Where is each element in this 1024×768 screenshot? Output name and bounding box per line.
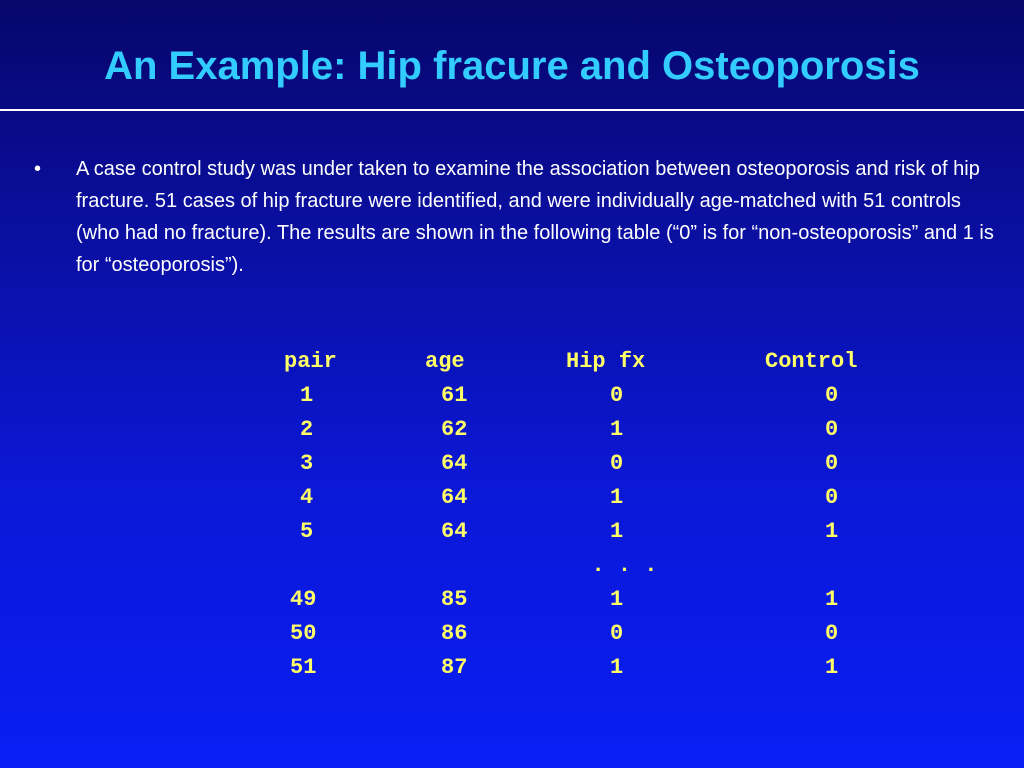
bullet-dot-icon: • <box>34 158 42 180</box>
table-header-row <box>284 345 965 379</box>
cell-pair: 51 <box>290 655 317 680</box>
slide-title: An Example: Hip fracure and Osteoporosis <box>104 44 920 88</box>
cell-age: 86 <box>441 621 468 646</box>
cell-age: 64 <box>441 485 468 510</box>
cell-pair: 1 <box>300 383 314 408</box>
cell-age: 64 <box>441 451 468 476</box>
table-row <box>284 413 965 447</box>
cell-control: 0 <box>825 621 839 646</box>
cell-hip-fx: 1 <box>610 655 624 680</box>
cell-hip-fx: 1 <box>610 519 624 544</box>
cell-pair: 4 <box>300 485 314 510</box>
cell-hip-fx: 1 <box>610 485 624 510</box>
cell-hip-fx: 1 <box>610 587 624 612</box>
data-table <box>284 345 965 685</box>
cell-pair: 2 <box>300 417 314 442</box>
cell-pair: 50 <box>290 621 317 646</box>
cell-control: 0 <box>825 417 839 442</box>
table-row <box>284 447 965 481</box>
table-row <box>284 481 965 515</box>
cell-hip-fx: 1 <box>610 417 624 442</box>
cell-control: 0 <box>825 451 839 476</box>
cell-age: 61 <box>441 383 468 408</box>
cell-hip-fx: 0 <box>610 451 624 476</box>
header-control: Control <box>765 349 858 374</box>
cell-control: 0 <box>825 485 839 510</box>
cell-age: 64 <box>441 519 468 544</box>
cell-pair: 49 <box>290 587 317 612</box>
table-row <box>284 651 965 685</box>
cell-hip-fx: 0 <box>610 621 624 646</box>
cell-pair: 3 <box>300 451 314 476</box>
cell-control: 1 <box>825 519 839 544</box>
cell-age: 87 <box>441 655 468 680</box>
table-ellipsis-row <box>284 549 965 583</box>
title-divider <box>0 109 1024 111</box>
table-row <box>284 583 965 617</box>
cell-pair: 5 <box>300 519 314 544</box>
bullet-item <box>34 153 1004 281</box>
table-row <box>284 617 965 651</box>
cell-control: 0 <box>825 383 839 408</box>
cell-control: 1 <box>825 587 839 612</box>
header-pair: pair <box>284 349 337 374</box>
cell-control: 1 <box>825 655 839 680</box>
header-hip-fx: Hip fx <box>566 349 646 374</box>
table-row <box>284 379 965 413</box>
cell-age: 62 <box>441 417 468 442</box>
header-age: age <box>425 349 465 374</box>
cell-age: 85 <box>441 587 468 612</box>
table-ellipsis: . . . <box>591 553 658 578</box>
bullet-text: A case control study was under taken to examine the association between osteoporosis and risk of hip fracture. 51 cases of hip fracture were identified, and were individually age-matched with 51 controls (who had no fracture). The results are shown in the following table (“0” is for “non-osteoporosis” and 1 is for “osteoporosis”). <box>76 158 994 276</box>
cell-hip-fx: 0 <box>610 383 624 408</box>
table-row <box>284 515 965 549</box>
